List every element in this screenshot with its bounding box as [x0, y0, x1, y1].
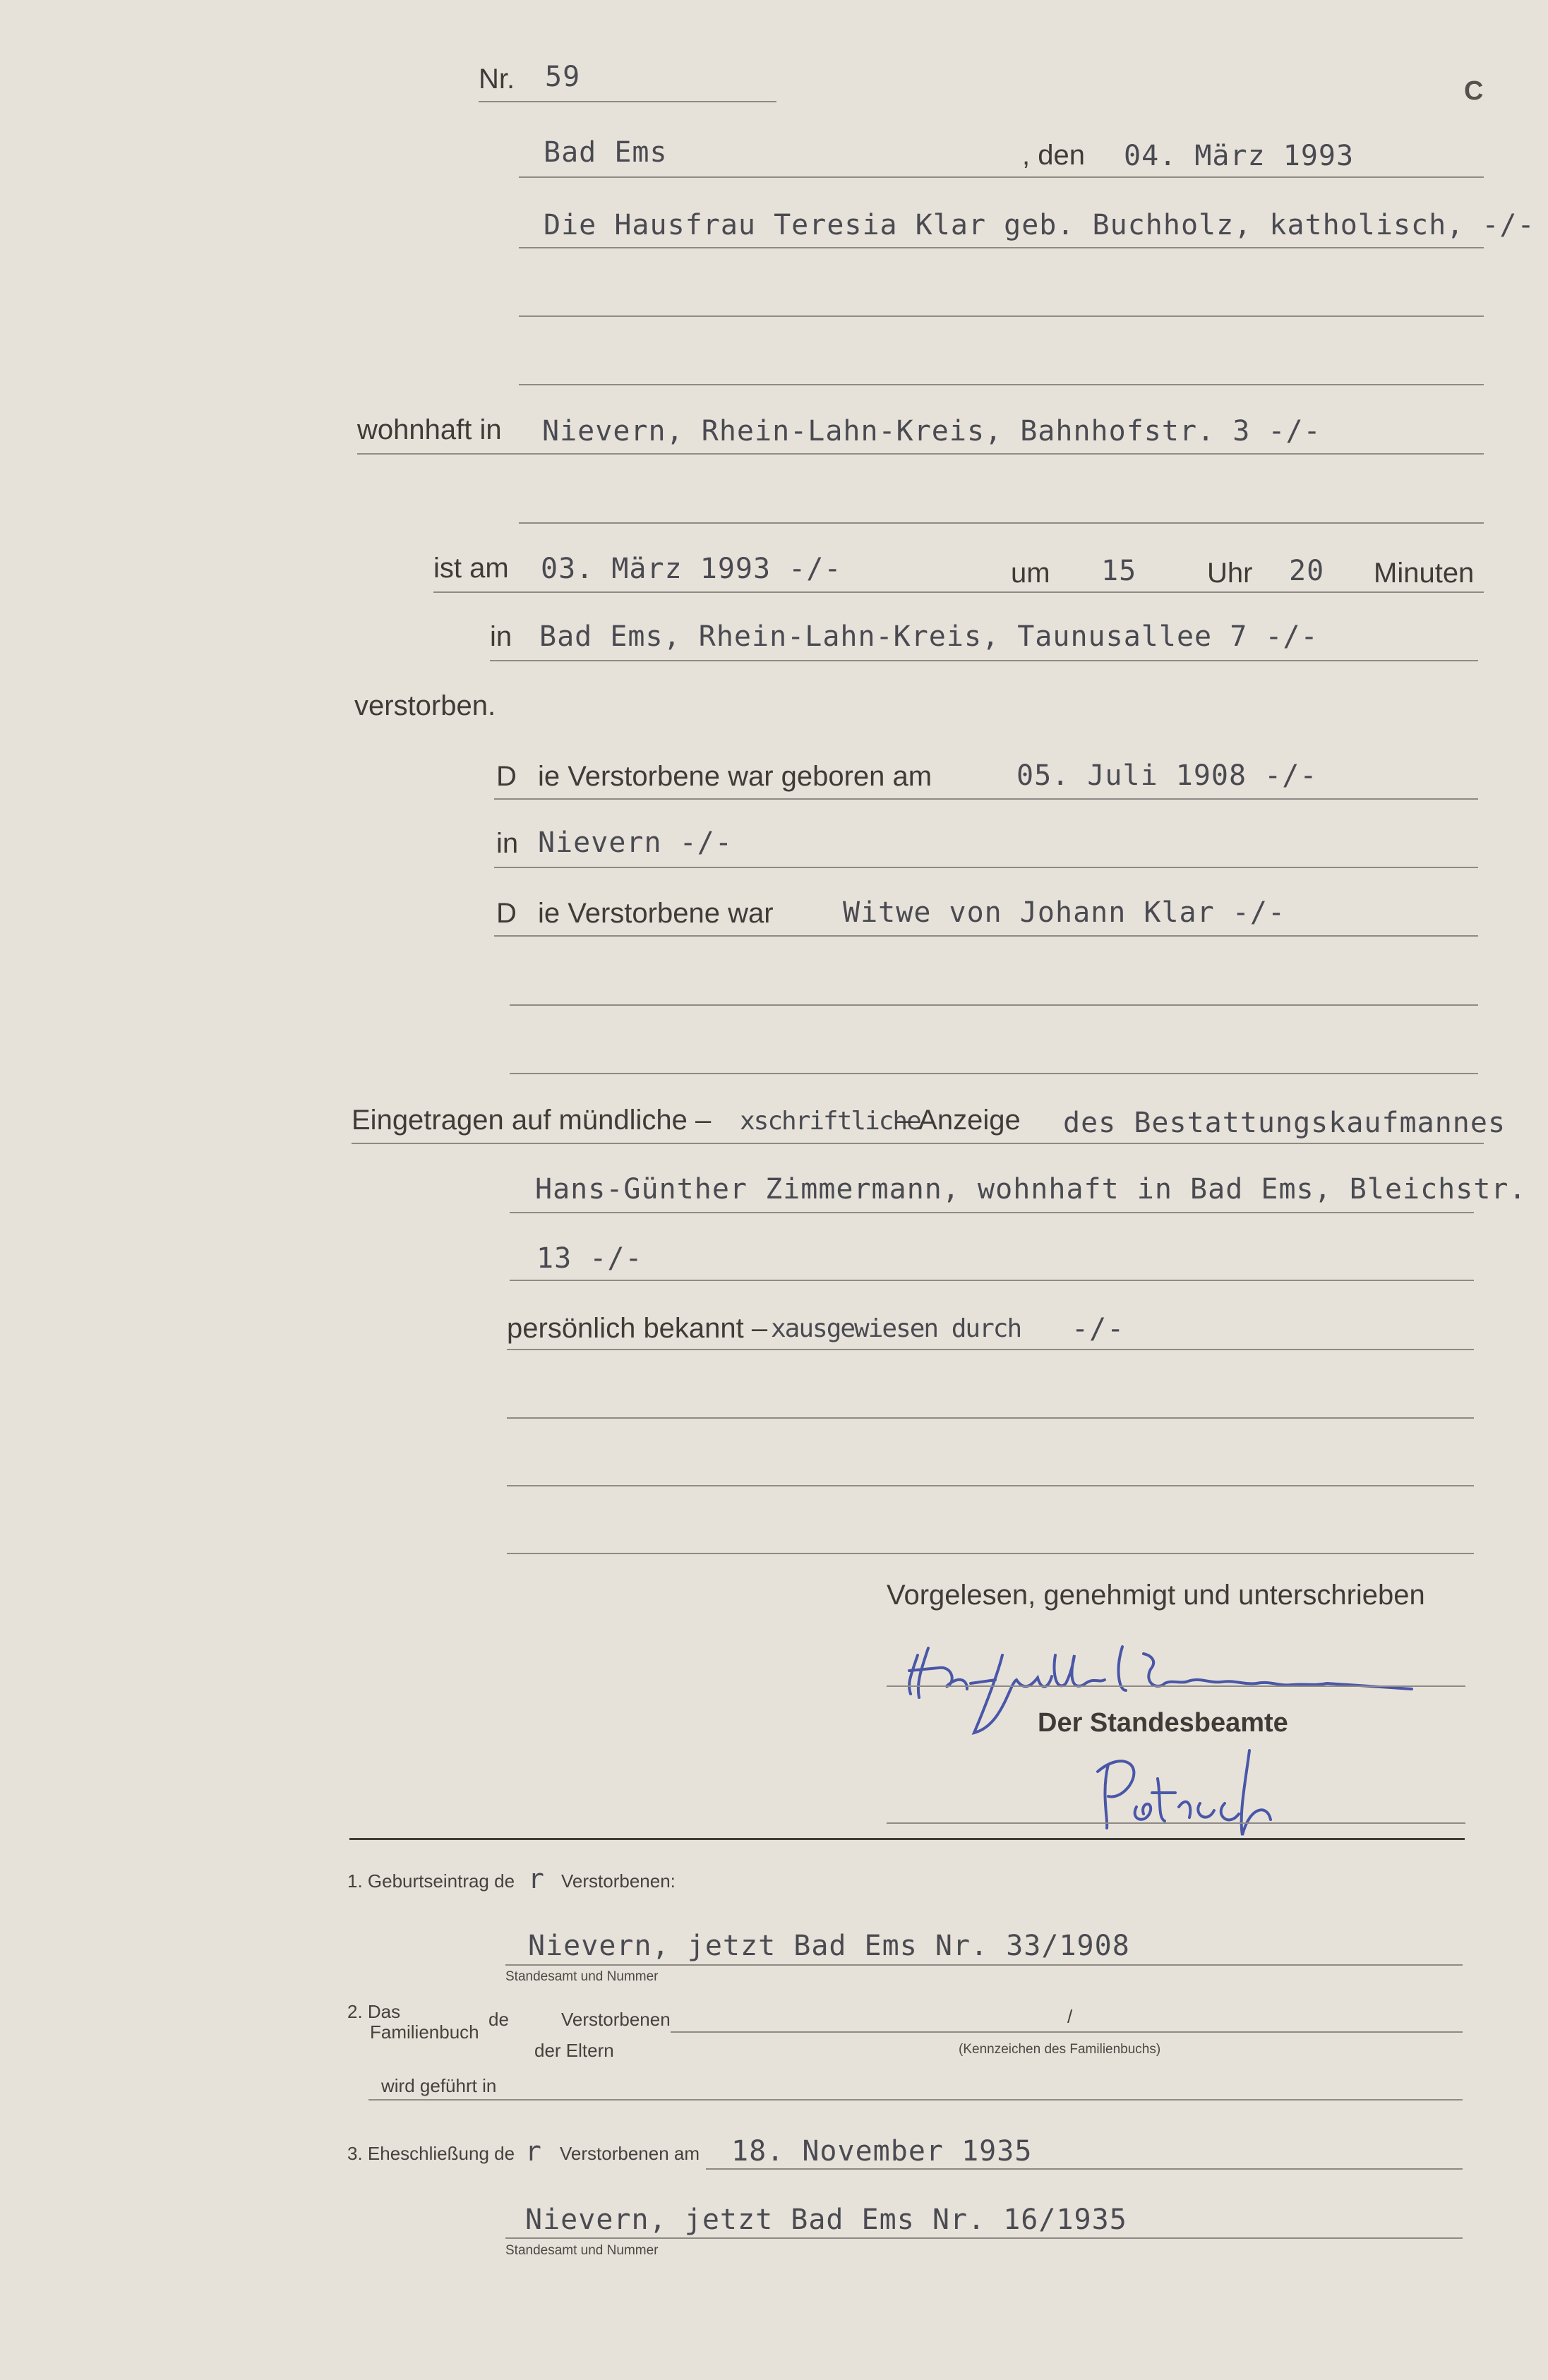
status-label: ie Verstorbene war — [538, 898, 774, 929]
birth-date-value: 05. Juli 1908 -/- — [1016, 759, 1318, 792]
birth-label: ie Verstorbene war geboren am — [538, 761, 932, 792]
reporter-b-underline — [510, 1212, 1474, 1213]
approval-text: Vorgelesen, genehmigt und unterschrieben — [887, 1580, 1425, 1611]
reporter-line-c: 13 -/- — [536, 1242, 643, 1275]
reporter-line-b: Hans-Günther Zimmermann, wohnhaft in Bad Ems, Bleichstr. — [535, 1173, 1527, 1206]
footer3-date-underline — [706, 2168, 1463, 2170]
status-d-label: D — [496, 898, 517, 929]
minute-value: 20 — [1289, 555, 1325, 587]
person-description: Die Hausfrau Teresia Klar geb. Buchholz, katholisch, -/- — [544, 209, 1535, 241]
status-underline — [494, 935, 1478, 937]
description-underline — [519, 247, 1484, 248]
blank-line-4 — [510, 1004, 1478, 1006]
known-underline — [507, 1349, 1474, 1350]
death-place-label: in — [490, 621, 512, 652]
report-struck-written: xschriftliche — [740, 1107, 920, 1136]
death-place-value: Bad Ems, Rhein-Lahn-Kreis, Taunusallee 7 -/- — [539, 620, 1319, 653]
blank-line-3 — [519, 522, 1484, 524]
report-underline — [352, 1143, 1484, 1144]
blank-line-5 — [510, 1073, 1478, 1074]
footer3-caption: Standesamt und Nummer — [505, 2243, 659, 2258]
report-label-start: Eingetragen auf mündliche – — [352, 1105, 712, 1136]
blank-line-7 — [507, 1485, 1474, 1486]
residence-label: wohnhaft in — [357, 414, 502, 445]
footer2-eltern: der Eltern — [534, 2040, 614, 2061]
footer3-suffix: r — [525, 2136, 542, 2167]
footer3-place-underline — [505, 2237, 1463, 2239]
footer1-suffix: r — [528, 1863, 545, 1894]
known-struck-id: xausgewiesen durch — [771, 1314, 1021, 1343]
informant-signature-line — [887, 1685, 1465, 1687]
footer3-date-value: 18. November 1935 — [731, 2135, 1033, 2168]
footer2-slash: / — [1067, 2006, 1073, 2027]
registrar-signature — [1087, 1736, 1313, 1842]
footer2-num: 2. Das — [347, 2001, 401, 2022]
footer1-caption: Standesamt und Nummer — [505, 1969, 659, 1984]
hour-value: 15 — [1101, 555, 1137, 587]
footer1-value: Nievern, jetzt Bad Ems Nr. 33/1908 — [528, 1930, 1130, 1962]
registrar-signature-line — [887, 1822, 1465, 1824]
date-value: 04. März 1993 — [1124, 140, 1355, 172]
footer2-wird: wird geführt in — [381, 2075, 497, 2096]
footer1-label-end: Verstorbenen: — [561, 1870, 676, 1892]
birth-in-label: in — [496, 828, 519, 859]
blank-line-1 — [519, 315, 1484, 317]
corner-mark: C — [1464, 76, 1484, 106]
place-value: Bad Ems — [544, 136, 668, 169]
footer2-underline — [671, 2031, 1463, 2033]
footer3-label-end: Verstorbenen am — [560, 2143, 700, 2164]
blank-line-8 — [507, 1553, 1474, 1554]
verstorben-label: verstorben. — [354, 690, 496, 721]
nr-value: 59 — [545, 61, 581, 93]
footer2-wird-underline — [368, 2099, 1463, 2100]
reporter-line-a: des Bestattungskaufmannes — [1063, 1107, 1506, 1139]
nr-label: Nr. — [479, 64, 515, 95]
footer1-underline — [505, 1964, 1463, 1966]
reporter-c-underline — [510, 1280, 1474, 1281]
death-date-value: 03. März 1993 -/- — [541, 553, 842, 585]
nr-underline — [479, 101, 776, 102]
footer-divider — [349, 1838, 1465, 1840]
residence-value: Nievern, Rhein-Lahn-Kreis, Bahnhofstr. 3 -/- — [542, 415, 1321, 447]
birth-place-value: Nievern -/- — [538, 827, 733, 859]
minuten-label: Minuten — [1374, 558, 1475, 589]
death-date-label: ist am — [433, 553, 509, 584]
birth-place-underline — [494, 867, 1478, 868]
footer1-label: 1. Geburtseintrag de — [347, 1870, 515, 1892]
residence-underline — [357, 453, 1484, 455]
blank-line-6 — [507, 1417, 1474, 1419]
uhr-label: Uhr — [1207, 558, 1253, 589]
death-date-underline — [433, 591, 1484, 593]
footer2-de: de — [488, 2009, 509, 2030]
registrar-label: Der Standesbeamte — [1038, 1708, 1288, 1738]
known-label: persönlich bekannt – — [507, 1313, 768, 1344]
birth-date-underline — [494, 798, 1478, 800]
um-label: um — [1011, 558, 1050, 589]
report-label-end: – Anzeige — [896, 1105, 1021, 1136]
footer3-place-value: Nievern, jetzt Bad Ems Nr. 16/1935 — [525, 2204, 1127, 2236]
footer3-label: 3. Eheschließung de — [347, 2143, 515, 2164]
blank-line-2 — [519, 384, 1484, 385]
death-place-underline — [490, 660, 1478, 661]
place-date-underline — [519, 176, 1484, 178]
footer2-familienbuch: Familienbuch — [370, 2021, 479, 2043]
status-value: Witwe von Johann Klar -/- — [843, 896, 1286, 929]
footer2-caption: (Kennzeichen des Familienbuchs) — [959, 2042, 1161, 2057]
date-label: , den — [1022, 140, 1085, 171]
footer2-verstorbenen: Verstorbenen — [561, 2009, 671, 2030]
known-value: -/- — [1072, 1313, 1125, 1345]
birth-d-label: D — [496, 761, 517, 792]
